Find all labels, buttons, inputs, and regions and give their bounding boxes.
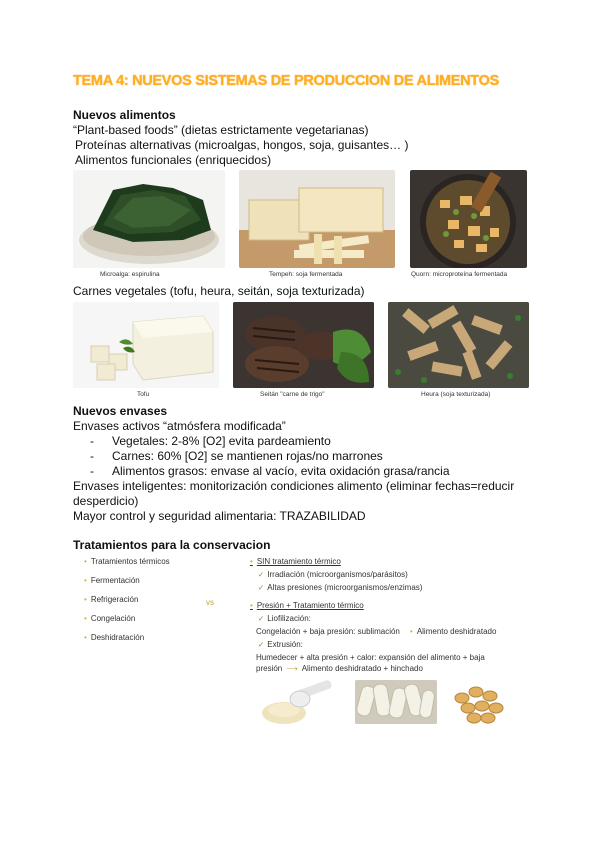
handwritten-line: Congelación + baja presión: sublimación: [256, 627, 400, 636]
spirulina-image: [73, 170, 225, 268]
handwritten-subitem: ✓ Altas presiones (microorganismos/enzimas): [258, 583, 423, 592]
image-caption: Microalga: espirulina: [100, 271, 160, 278]
image-caption: Seitán "carne de trigo": [260, 391, 325, 398]
text-line: Envases activos “atmósfera modificada”: [73, 419, 286, 433]
quorn-image: [410, 170, 527, 268]
text-line: desperdicio): [73, 494, 139, 508]
tofu-image: [73, 302, 219, 388]
handwritten-subitem: ✓ Liofilización:: [258, 614, 311, 623]
arrow-icon: ⟶: [286, 664, 298, 673]
extruded-snack-image: [355, 680, 437, 724]
image-caption: Tofu: [137, 391, 150, 398]
powder-scoop-image: [252, 677, 338, 727]
handwritten-subitem: ✓ Extrusión:: [258, 640, 303, 649]
seitan-image: [233, 302, 374, 388]
page-title: TEMA 4: NUEVOS SISTEMAS DE PRODUCCION DE ALIMENTOS: [73, 73, 499, 89]
handwritten-item: • Tratamientos térmicos: [84, 557, 170, 566]
handwritten-result: • Alimento deshidratado: [410, 627, 497, 636]
handwritten-subitem: ✓ Irradiación (microorganismos/parásitos): [258, 570, 408, 579]
handwritten-item: • Congelación: [84, 614, 136, 623]
list-item: - Alimentos grasos: envase al vacío, evita oxidación grasa/rancia: [90, 464, 450, 478]
section-heading-tratamientos: Tratamientos para la conservacion: [73, 538, 271, 552]
image-caption: Quorn: microproteína fermentada: [411, 271, 508, 278]
handwritten-item: • Deshidratación: [84, 633, 145, 642]
sin-tratamiento-title: • SIN tratamiento térmico: [250, 557, 341, 566]
handwritten-line: presión ⟶ Alimento deshidratado + hinchado: [256, 664, 423, 673]
handwritten-item: • Fermentación: [84, 576, 140, 585]
text-line: Envases inteligentes: monitorización condiciones alimento (eliminar fechas=reducir: [73, 479, 515, 493]
text-line: Alimentos funcionales (enriquecidos): [75, 153, 272, 167]
text-line: Proteínas alternativas (microalgas, hongos, soja, guisantes… ): [75, 138, 409, 152]
vs-label: vs: [206, 598, 214, 607]
list-item: - Vegetales: 2-8% [O2] evita pardeamiento: [90, 434, 331, 448]
image-caption: Heura (soja texturizada): [421, 391, 491, 398]
crisp-snack-image: [448, 678, 512, 726]
section-heading-nuevos-alimentos: Nuevos alimentos: [73, 108, 176, 122]
image-caption: Tempeh: soja fermentada: [269, 271, 343, 278]
section-heading-nuevos-envases: Nuevos envases: [73, 404, 168, 418]
presion-title: • Presión + Tratamiento térmico: [250, 601, 364, 610]
list-item: - Carnes: 60% [O2] se mantienen rojas/no marrones: [90, 449, 383, 463]
handwritten-line: Humedecer + alta presión + calor: expansión del alimento + baja: [256, 653, 485, 662]
text-line: Mayor control y seguridad alimentaria: TRAZABILIDAD: [73, 509, 366, 523]
text-line: “Plant-based foods” (dietas estrictamente vegetarianas): [73, 123, 369, 137]
heura-image: [388, 302, 529, 388]
text-line: Carnes vegetales (tofu, heura, seitán, soja texturizada): [73, 284, 365, 298]
handwritten-item: • Refrigeración: [84, 595, 139, 604]
tempeh-image: [239, 170, 395, 268]
